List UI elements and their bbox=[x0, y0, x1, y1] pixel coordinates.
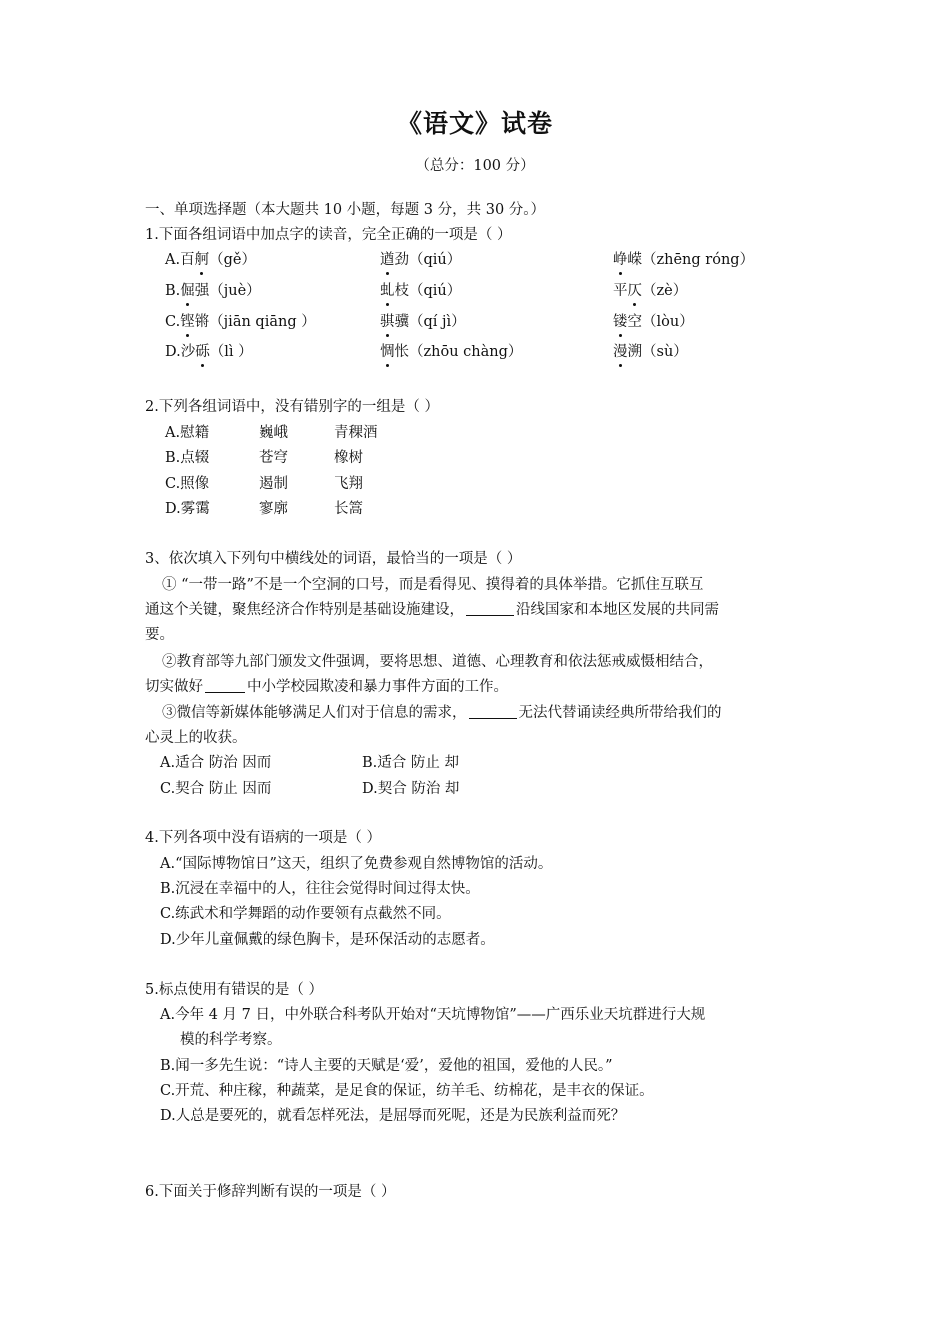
q3-blank-2 bbox=[205, 678, 245, 693]
q5-option-b: B.闻一多先生说：“诗人主要的天赋是‘爱’，爱他的祖国，爱他的人民。” bbox=[160, 1058, 613, 1074]
q3-passage-2-line-2: 切实做好 中小学校园欺凌和暴力事件方面的工作。 bbox=[145, 679, 508, 695]
q1-option-a-word1: A.百舸（gě） bbox=[165, 252, 256, 268]
q2-option-b-word2: 苍穹 bbox=[259, 450, 288, 466]
q1-option-a-word2: 遒劲（qiú） bbox=[380, 252, 462, 268]
question-2-stem: 2.下列各组词语中，没有错别字的一组是（ ） bbox=[145, 399, 439, 415]
q5-option-c: C.开荒、种庄稼，种蔬菜，是足食的保证，纺羊毛、纺棉花，是丰衣的保证。 bbox=[160, 1083, 654, 1099]
q1-option-d-word1: D.沙砾（lì ） bbox=[165, 344, 253, 360]
q2-option-a-word1: A.慰籍 bbox=[165, 425, 210, 441]
q1-option-b-word1: B.倔强（juè） bbox=[165, 283, 261, 299]
q3-option-d: D.契合 防治 却 bbox=[362, 781, 460, 797]
question-4-stem: 4.下列各项中没有语病的一项是（ ） bbox=[145, 830, 381, 846]
q4-option-a: A.“国际博物馆日”这天，组织了免费参观自然博物馆的活动。 bbox=[160, 856, 553, 872]
q1-option-b-word2: 虬枝（qiú） bbox=[380, 283, 462, 299]
q2-option-b-word3: 橡树 bbox=[334, 450, 363, 466]
q5-option-a-line-1: A.今年 4 月 7 日，中外联合科考队开始对“天坑博物馆”——广西乐业天坑群进行大规 bbox=[160, 1007, 706, 1023]
q2-option-c-word3: 飞翔 bbox=[334, 476, 363, 492]
q2-option-a-word3: 青稞酒 bbox=[334, 425, 378, 441]
section-heading: 一、单项选择题（本大题共 10 小题，每题 3 分，共 30 分。） bbox=[145, 202, 546, 218]
question-1-stem: 1.下面各组词语中加点字的读音，完全正确的一项是（ ） bbox=[145, 227, 512, 243]
q3-option-b: B.适合 防止 却 bbox=[362, 755, 459, 771]
q2-option-c-word2: 遏制 bbox=[259, 476, 288, 492]
q3-passage-3-line-1: ③微信等新媒体能够满足人们对于信息的需求， 无法代替诵读经典所带给我们的 bbox=[162, 705, 722, 721]
q3-blank-3 bbox=[469, 704, 517, 719]
q3-passage-1-line-3: 要。 bbox=[145, 627, 174, 643]
question-3-stem: 3、依次填入下列句中横线处的词语，最恰当的一项是（ ） bbox=[145, 551, 522, 567]
q2-option-d-word2: 寥廓 bbox=[259, 501, 288, 517]
q1-option-b-word3: 平仄（zè） bbox=[613, 283, 688, 299]
q1-option-c-word1: C.铿锵（jiān qiāng ） bbox=[165, 314, 316, 330]
q2-option-c-word1: C.照像 bbox=[165, 476, 210, 492]
q3-passage-2-line-1: ②教育部等九部门颁发文件强调，要将思想、道德、心理教育和依法惩戒威慑相结合， bbox=[162, 654, 713, 670]
question-5-stem: 5.标点使用有错误的是（ ） bbox=[145, 982, 323, 998]
q2-option-d-word3: 长篙 bbox=[334, 501, 363, 517]
q2-option-d-word1: D.雾霭 bbox=[165, 501, 210, 517]
exam-total-score: （总分：100 分） bbox=[415, 158, 535, 174]
q4-option-c: C.练武术和学舞蹈的动作要领有点截然不同。 bbox=[160, 906, 451, 922]
q3-passage-1-line-1: ① “一带一路”不是一个空洞的口号，而是看得见、摸得着的具体举措。它抓住互联互 bbox=[162, 577, 704, 593]
q1-option-a-word3: 峥嵘（zhēng róng） bbox=[613, 252, 755, 268]
q5-option-a-line-2: 模的科学考察。 bbox=[180, 1032, 282, 1048]
q3-blank-1 bbox=[466, 601, 514, 616]
q1-option-d-word3: 漫溯（sù） bbox=[613, 344, 688, 360]
q2-option-a-word2: 巍峨 bbox=[259, 425, 288, 441]
q1-option-d-word2: 惆怅（zhōu chàng） bbox=[380, 344, 523, 360]
q3-option-a: A.适合 防治 因而 bbox=[160, 755, 272, 771]
q1-option-c-word2: 骐骥（qí jì） bbox=[380, 314, 466, 330]
q2-option-b-word1: B.点辍 bbox=[165, 450, 210, 466]
q5-option-d: D.人总是要死的，就看怎样死法，是屈辱而死呢，还是为民族利益而死？ bbox=[160, 1108, 626, 1124]
q1-option-c-word3: 镂空（lòu） bbox=[613, 314, 694, 330]
question-6-stem: 6.下面关于修辞判断有误的一项是（ ） bbox=[145, 1184, 396, 1200]
q4-option-b: B.沉浸在幸福中的人，往往会觉得时间过得太快。 bbox=[160, 881, 480, 897]
q3-option-c: C.契合 防止 因而 bbox=[160, 781, 272, 797]
q3-passage-1-line-2: 通这个关键，聚焦经济合作特别是基础设施建设， 沿线国家和本地区发展的共同需 bbox=[145, 602, 719, 618]
q4-option-d: D.少年儿童佩戴的绿色胸卡，是环保活动的志愿者。 bbox=[160, 932, 495, 948]
q3-passage-3-line-2: 心灵上的收获。 bbox=[145, 730, 247, 746]
exam-title: 《语文》试卷 bbox=[396, 109, 553, 138]
